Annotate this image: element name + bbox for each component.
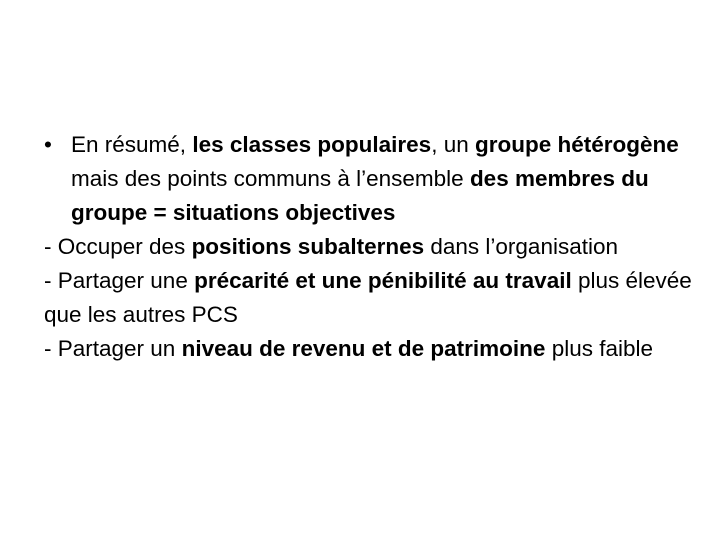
summary-run: , un — [431, 132, 475, 157]
list-item-positions — [44, 230, 694, 264]
item-run: plus faible — [545, 336, 654, 361]
item-run-bold: niveau de revenu et de patrimoine — [181, 336, 546, 361]
bullet-icon: • — [44, 132, 52, 157]
list-item-revenu — [44, 332, 694, 366]
item-run-bold: précarité et une pénibilité au travail — [194, 268, 572, 293]
item-run: dans l’organisation — [424, 234, 619, 259]
list-item-precarite — [44, 264, 694, 332]
summary-run-bold: les classes populaires — [192, 132, 432, 157]
item-run: - Partager un — [44, 336, 182, 361]
summary-run: mais des points communs à l’ensemble — [71, 166, 470, 191]
summary-run: En résumé, — [71, 132, 193, 157]
item-run-bold: positions subalternes — [191, 234, 425, 259]
slide-body — [44, 128, 694, 366]
summary-bullet — [44, 128, 694, 230]
item-run: plus élevée que les autres PCS — [44, 268, 692, 327]
summary-run-bold: groupe hétérogène — [474, 132, 679, 157]
item-run: - Partager une — [44, 268, 195, 293]
item-run: - Occuper des — [44, 234, 192, 259]
summary-run-bold: des membres du groupe = situations objectives — [71, 166, 649, 225]
